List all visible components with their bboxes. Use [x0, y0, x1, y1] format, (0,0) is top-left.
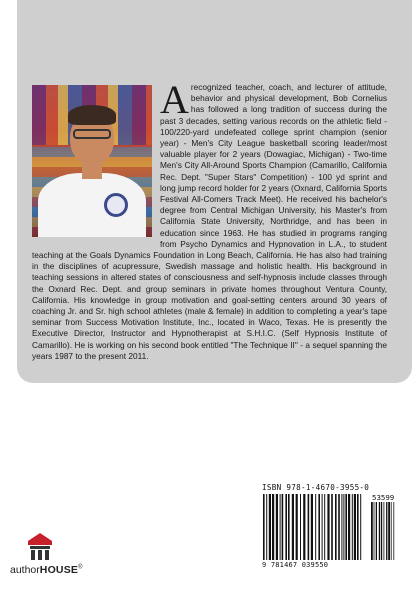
- authorhouse-logo-icon: [26, 531, 54, 561]
- barcode-bar: [263, 494, 265, 560]
- barcode-bar: [338, 494, 340, 560]
- publisher-prefix: author: [10, 564, 40, 576]
- barcode-bar: [285, 494, 287, 560]
- barcode-bar: [327, 494, 329, 560]
- barcode-bar: [282, 494, 284, 560]
- barcode-bar: [354, 494, 356, 560]
- isbn-label: ISBN 978-1-4670-3955-0: [262, 483, 370, 492]
- barcode-bar: [288, 494, 290, 560]
- barcode-bar: [266, 494, 267, 560]
- barcode-bar: [315, 494, 316, 560]
- price-code: 53599: [372, 493, 395, 502]
- barcode-bar: [381, 502, 382, 560]
- barcode-bar: [374, 502, 375, 560]
- barcode-bar: [345, 494, 347, 560]
- barcode-bar: [388, 502, 390, 560]
- barcode-bar: [303, 494, 305, 560]
- barcode-bar: [391, 502, 392, 560]
- barcode-bar: [324, 494, 325, 560]
- publisher-suffix: HOUSE: [39, 564, 79, 576]
- publisher-logo-text: [10, 564, 83, 576]
- barcode-bar: [348, 494, 350, 560]
- barcode-bar: [280, 494, 281, 560]
- barcode-bar: [357, 494, 359, 560]
- barcode-bar: [308, 494, 310, 560]
- barcode-bar: [343, 494, 344, 560]
- barcode-bar: [322, 494, 323, 560]
- barcode-bar: [296, 494, 298, 560]
- barcode-bar: [318, 494, 320, 560]
- trademark: ®: [78, 564, 83, 571]
- barcode-bar: [379, 502, 380, 560]
- barcode-bar: [384, 502, 385, 560]
- barcode-bar: [393, 502, 394, 560]
- barcode-bar: [272, 494, 274, 560]
- barcode-bar: [341, 494, 342, 560]
- barcode-bar: [360, 494, 361, 560]
- barcode-bar: [292, 494, 294, 560]
- author-bio: [32, 77, 387, 362]
- bio-dropcap: A: [160, 77, 189, 122]
- bio-text: recognized teacher, coach, and lecturer of attitude, behavior and physical development, Bob Cornelius has followed a long tradition of success during the past 3 decades, setting various records on the athletic field - 100/220-yard undefeated college sprint champion (senior year) - Men's City League basketball scoring leader/most valuable player for 2 years (Dowagiac, Michigan) - Two-time Men's City All-Around Sports Champion (Camarillo, California Rec. Dept. "Super Stars" Competition) - 100 yd sprint and long jump record holder for 2 years (Oxnard, California Sports Festival All-Comers Track Meet). He received his bachelor's degree from Central Michigan University, his Master's from California State University, Northridge, and has been in education since 1963. He has studied in programs ranging from Psycho Dynamics and Hypnovation in L.A., to student teaching at the Goals Dynamics Foundation in Long Beach, California. He has also had training in the disciplines of acupressure, Swedish massage and holistic health. His background in teaching sessions in altered states of consciousness and self-hypnosis include classes through the Oxnard Rec. Dept. and group seminars in private homes throughout Ventura County, California. His knowledge in group motivation and goal-setting centers around 30 years of coaching Jr. and Sr. high school athletes (male & female) in addition to completing a year's tape seminar from Success Motivation Institute, Inc., located in Waco, Texas. He is presently the Executive Director, Instructor and Hypnotherapist at S.H.I.C. (Self Hypnosis Institute of Camarillo). He is working on his second book entitled "The Technique II" - a sequel spanning the years 1987 to the present 2011.: [32, 82, 387, 361]
- barcode-bar: [371, 502, 373, 560]
- barcode-bar: [376, 502, 377, 560]
- barcode-bar: [276, 494, 278, 560]
- barcode-bar: [352, 494, 353, 560]
- barcode-bar: [311, 494, 313, 560]
- barcode-bar: [300, 494, 301, 560]
- barcode-bar: [386, 502, 387, 560]
- barcode-bar: [269, 494, 271, 560]
- barcode-bars: [263, 494, 367, 560]
- barcode-addon-bars: [371, 502, 403, 560]
- barcode-bar: [331, 494, 333, 560]
- barcode-bar: [335, 494, 337, 560]
- barcode-digits: 9 781467 039550: [262, 561, 329, 569]
